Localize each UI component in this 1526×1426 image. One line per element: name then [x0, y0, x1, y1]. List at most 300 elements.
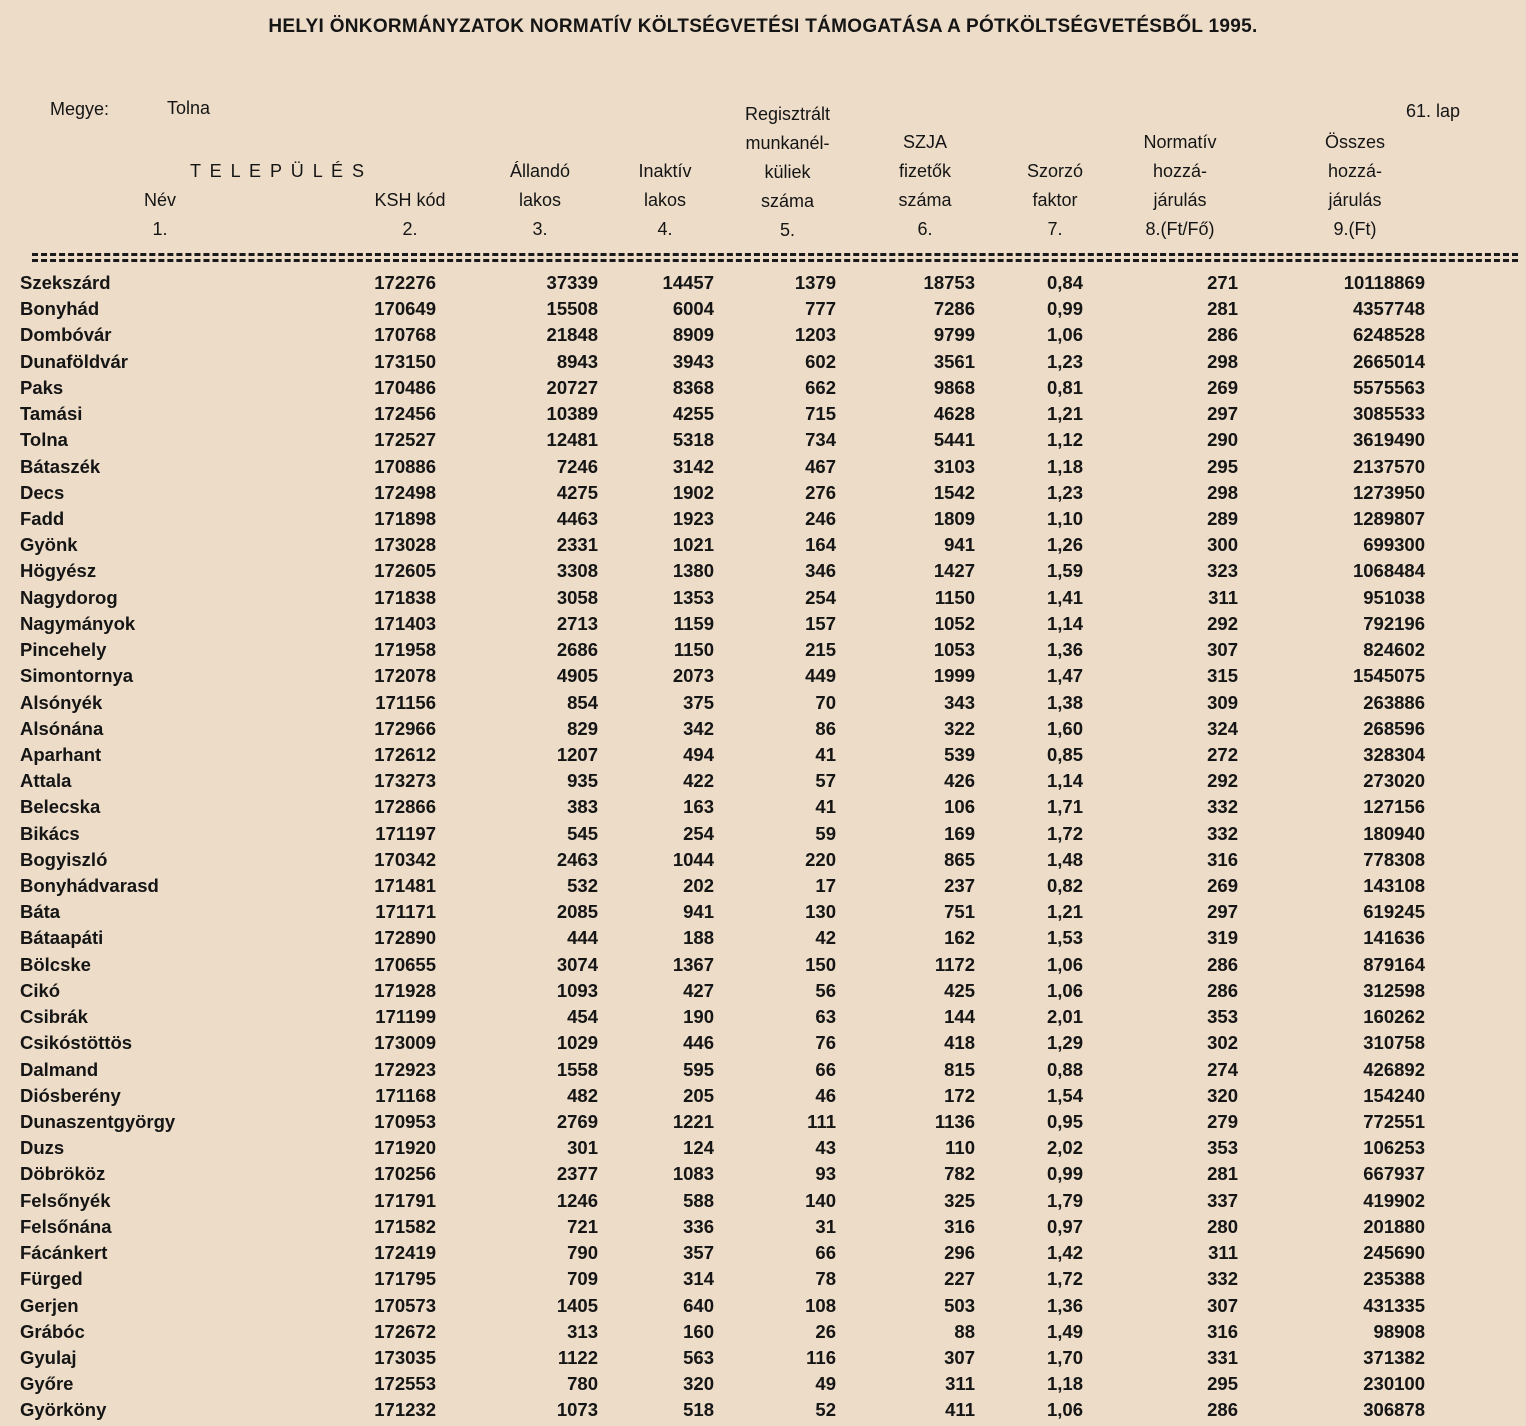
normative-contribution: 286	[1207, 979, 1238, 1001]
settlement-name: Bonyhád	[20, 298, 100, 320]
table-row	[0, 1216, 1526, 1242]
szja-payers: 425	[944, 979, 975, 1001]
table-row	[0, 508, 1526, 534]
multiplier-factor: 1,70	[1046, 1346, 1083, 1368]
normative-contribution: 300	[1207, 534, 1238, 556]
total-contribution: 306878	[1363, 1399, 1425, 1421]
normative-contribution: 316	[1207, 848, 1238, 870]
total-contribution: 235388	[1363, 1268, 1425, 1290]
multiplier-factor: 1,38	[1046, 691, 1083, 713]
unemployed-count: 662	[805, 376, 836, 398]
inactive-residents: 446	[683, 1032, 714, 1054]
inactive-residents: 1159	[673, 612, 714, 634]
ksh-code: 171958	[374, 639, 436, 661]
inactive-residents: 202	[683, 875, 714, 897]
ksh-code: 170649	[374, 298, 436, 320]
multiplier-factor: 1,06	[1046, 1399, 1083, 1421]
unemployed-count: 254	[805, 586, 836, 608]
permanent-residents: 2713	[556, 612, 598, 634]
total-contribution: 310758	[1363, 1032, 1425, 1054]
szja-payers: 418	[944, 1032, 975, 1054]
ksh-code: 171838	[374, 586, 436, 608]
settlement-name: Pincehely	[20, 639, 107, 661]
total-contribution: 3085533	[1352, 403, 1425, 425]
unemployed-count: 602	[805, 350, 836, 372]
ksh-code: 171795	[374, 1268, 436, 1290]
inactive-residents: 124	[683, 1137, 714, 1159]
ksh-code: 171156	[375, 691, 436, 713]
szja-payers: 296	[944, 1242, 975, 1264]
settlement-name: Dunaföldvár	[20, 350, 128, 372]
normative-contribution: 280	[1207, 1215, 1238, 1237]
total-contribution: 4357748	[1352, 298, 1425, 320]
ksh-code: 173035	[374, 1346, 436, 1368]
settlement-name: Fürged	[20, 1268, 83, 1290]
szja-payers: 9868	[933, 376, 975, 398]
multiplier-factor: 1,41	[1046, 586, 1083, 608]
total-contribution: 1273950	[1352, 481, 1425, 503]
total-contribution: 201880	[1363, 1215, 1425, 1237]
normative-contribution: 315	[1207, 665, 1238, 687]
total-contribution: 154240	[1363, 1084, 1425, 1106]
multiplier-factor: 1,71	[1046, 796, 1083, 818]
settlement-name: Bölcske	[20, 953, 91, 975]
total-contribution: 426892	[1363, 1058, 1425, 1080]
settlement-name: Felsőnyék	[20, 1189, 111, 1211]
szja-payers: 325	[944, 1189, 975, 1211]
permanent-residents: 1558	[556, 1058, 598, 1080]
inactive-residents: 588	[683, 1189, 714, 1211]
szja-payers: 1053	[933, 639, 975, 661]
settlement-name: Fadd	[20, 507, 65, 529]
normative-contribution: 279	[1207, 1111, 1238, 1132]
settlement-name: Csikóstöttös	[20, 1032, 133, 1054]
inactive-residents: 595	[683, 1058, 714, 1080]
settlement-name: Bikács	[20, 822, 80, 844]
settlement-name: Bátaszék	[20, 455, 101, 477]
table-row	[0, 1295, 1526, 1321]
unemployed-count: 1379	[794, 272, 836, 293]
unemployed-count: 157	[805, 612, 836, 634]
inactive-residents: 1044	[672, 848, 714, 870]
normative-contribution: 319	[1207, 927, 1238, 949]
normative-contribution: 298	[1207, 481, 1238, 503]
permanent-residents: 532	[567, 875, 598, 897]
unemployed-count: 734	[805, 429, 836, 451]
permanent-residents: 2686	[556, 639, 598, 661]
total-contribution: 5575563	[1352, 376, 1425, 398]
ksh-code: 171582	[374, 1215, 436, 1237]
unemployed-count: 111	[807, 1111, 836, 1132]
settlement-name: Györköny	[20, 1399, 107, 1421]
inactive-residents: 188	[683, 927, 714, 949]
total-contribution: 1068484	[1352, 560, 1425, 582]
inactive-residents: 1353	[672, 586, 714, 608]
settlement-name: Högyész	[20, 560, 97, 582]
settlement-name: Döbrököz	[20, 1163, 106, 1185]
normative-contribution: 286	[1207, 324, 1238, 346]
normative-contribution: 337	[1207, 1189, 1238, 1211]
szja-payers: 169	[944, 822, 975, 844]
ksh-code: 171898	[374, 507, 436, 529]
normative-contribution: 295	[1207, 455, 1238, 477]
multiplier-factor: 0,97	[1046, 1215, 1083, 1237]
inactive-residents: 320	[683, 1373, 714, 1395]
county-label: Megye:	[50, 99, 110, 119]
permanent-residents: 2463	[556, 848, 598, 870]
inactive-residents: 518	[683, 1399, 714, 1421]
table-row	[0, 1347, 1526, 1373]
ksh-code: 173009	[374, 1032, 436, 1054]
inactive-residents: 2073	[672, 665, 714, 687]
permanent-residents: 482	[567, 1084, 598, 1106]
ksh-code: 172276	[374, 272, 436, 293]
total-contribution: 127156	[1363, 796, 1425, 818]
table-row	[0, 482, 1526, 508]
table-row	[0, 823, 1526, 849]
ksh-code: 170256	[374, 1163, 436, 1185]
table-row	[0, 534, 1526, 560]
multiplier-factor: 1,49	[1046, 1320, 1083, 1342]
ksh-code: 172890	[374, 927, 436, 949]
table-row	[0, 587, 1526, 613]
ksh-code: 172419	[374, 1242, 436, 1264]
normative-contribution: 324	[1207, 717, 1238, 739]
total-contribution: 778308	[1363, 848, 1425, 870]
szja-payers: 162	[944, 927, 975, 949]
table-row	[0, 901, 1526, 927]
multiplier-factor: 1,42	[1046, 1242, 1083, 1264]
multiplier-factor: 0,82	[1046, 875, 1083, 897]
unemployed-count: 130	[805, 901, 836, 923]
unemployed-count: 66	[815, 1242, 836, 1264]
inactive-residents: 8368	[672, 376, 714, 398]
inactive-residents: 563	[683, 1346, 714, 1368]
inactive-residents: 1923	[672, 507, 714, 529]
normative-contribution: 298	[1207, 350, 1238, 372]
ksh-code: 172866	[374, 796, 436, 818]
table-row	[0, 718, 1526, 744]
table-row	[0, 1032, 1526, 1058]
permanent-residents: 313	[567, 1320, 598, 1342]
normative-contribution: 309	[1207, 691, 1238, 713]
normative-contribution: 269	[1207, 376, 1238, 398]
multiplier-factor: 0,95	[1046, 1111, 1083, 1132]
szja-payers: 110	[945, 1137, 975, 1159]
inactive-residents: 494	[683, 743, 714, 765]
permanent-residents: 4463	[556, 507, 598, 529]
permanent-residents: 854	[567, 691, 598, 713]
szja-payers: 411	[945, 1399, 975, 1421]
table-row	[0, 429, 1526, 455]
permanent-residents: 3308	[556, 560, 598, 582]
total-contribution: 699300	[1363, 534, 1425, 556]
multiplier-factor: 1,10	[1046, 507, 1083, 529]
settlement-name: Cikó	[20, 979, 61, 1001]
total-contribution: 2137570	[1352, 455, 1425, 477]
unemployed-count: 220	[805, 848, 836, 870]
normative-contribution: 290	[1207, 429, 1238, 451]
table-row	[0, 1163, 1526, 1189]
total-contribution: 619245	[1363, 901, 1425, 923]
multiplier-factor: 1,54	[1046, 1084, 1083, 1106]
unemployed-count: 86	[815, 717, 836, 739]
ksh-code: 173273	[374, 770, 436, 792]
total-contribution: 371382	[1363, 1346, 1425, 1368]
total-contribution: 230100	[1363, 1373, 1425, 1395]
szja-payers: 307	[944, 1346, 975, 1368]
normative-contribution: 295	[1207, 1373, 1238, 1395]
settlement-header: T E L E P Ü L É S	[190, 161, 367, 181]
unemployed-count: 59	[815, 822, 836, 844]
unemployed-count: 777	[805, 298, 836, 320]
multiplier-factor: 0,99	[1046, 298, 1083, 320]
table-row	[0, 1321, 1526, 1347]
multiplier-factor: 2,01	[1046, 1006, 1083, 1028]
inactive-residents: 1150	[673, 639, 714, 661]
total-contribution: 667937	[1363, 1163, 1425, 1185]
szja-payers: 1999	[933, 665, 975, 687]
settlement-name: Grábóc	[20, 1320, 85, 1342]
inactive-residents: 3142	[672, 455, 714, 477]
ksh-code: 170953	[374, 1111, 436, 1132]
settlement-name: Felsőnána	[20, 1215, 112, 1237]
ksh-code: 171791	[374, 1189, 436, 1211]
settlement-name: Alsónyék	[20, 691, 103, 713]
settlement-name: Dalmand	[20, 1058, 99, 1080]
normative-contribution: 316	[1207, 1320, 1238, 1342]
szja-payers: 18753	[923, 272, 975, 293]
settlement-name: Belecska	[20, 796, 101, 818]
inactive-residents: 163	[683, 796, 714, 818]
table-row	[0, 692, 1526, 718]
inactive-residents: 3943	[672, 350, 714, 372]
total-contribution: 273020	[1363, 770, 1425, 792]
inactive-residents: 314	[683, 1268, 714, 1290]
normative-contribution: 353	[1207, 1137, 1238, 1159]
settlement-name: Alsónána	[20, 717, 104, 739]
multiplier-factor: 1,12	[1046, 429, 1083, 451]
szja-payers: 1172	[934, 953, 975, 975]
table-row	[0, 1006, 1526, 1032]
unemployed-count: 116	[806, 1346, 836, 1368]
table-row	[0, 954, 1526, 980]
inactive-residents: 14457	[662, 272, 714, 293]
normative-contribution: 332	[1207, 822, 1238, 844]
szja-payers: 865	[944, 848, 975, 870]
multiplier-factor: 1,29	[1046, 1032, 1083, 1054]
table-row	[0, 744, 1526, 770]
county-value: Tolna	[167, 98, 211, 118]
multiplier-factor: 1,59	[1046, 560, 1083, 582]
table-row	[0, 1085, 1526, 1111]
normative-contribution: 272	[1207, 743, 1238, 765]
normative-contribution: 332	[1207, 1268, 1238, 1290]
ksh-code: 172527	[374, 429, 436, 451]
ksh-code: 172078	[374, 665, 436, 687]
settlement-name: Decs	[20, 481, 65, 503]
normative-contribution: 332	[1207, 796, 1238, 818]
ksh-code: 171403	[374, 612, 436, 634]
permanent-residents: 383	[567, 796, 598, 818]
szja-payers: 322	[944, 717, 975, 739]
table-row	[0, 272, 1526, 298]
multiplier-factor: 1,53	[1046, 927, 1083, 949]
unemployed-count: 215	[805, 639, 836, 661]
permanent-residents: 1246	[556, 1189, 598, 1211]
total-contribution: 98908	[1373, 1320, 1425, 1342]
total-contribution: 143108	[1363, 875, 1425, 897]
permanent-residents: 2769	[556, 1111, 598, 1132]
table-row	[0, 796, 1526, 822]
total-contribution: 1289807	[1352, 507, 1425, 529]
multiplier-factor: 1,48	[1046, 848, 1083, 870]
normative-contribution: 274	[1207, 1058, 1238, 1080]
inactive-residents: 254	[683, 822, 714, 844]
normative-contribution: 281	[1207, 1163, 1238, 1185]
ksh-code: 170655	[374, 953, 436, 975]
unemployed-count: 467	[805, 455, 836, 477]
unemployed-count: 17	[815, 875, 836, 897]
header-szja: SZJA fizetők száma 6.	[898, 132, 952, 239]
inactive-residents: 357	[683, 1242, 714, 1264]
permanent-residents: 8943	[556, 350, 598, 372]
permanent-residents: 20727	[546, 376, 598, 398]
multiplier-factor: 1,06	[1046, 979, 1083, 1001]
normative-contribution: 289	[1207, 507, 1238, 529]
normative-contribution: 269	[1207, 875, 1238, 897]
szja-payers: 1809	[933, 507, 975, 529]
unemployed-count: 46	[815, 1084, 836, 1106]
settlement-name: Szekszárd	[20, 272, 111, 293]
multiplier-factor: 1,21	[1046, 901, 1083, 923]
table-row	[0, 1111, 1526, 1137]
table-row	[0, 1190, 1526, 1216]
unemployed-count: 93	[815, 1163, 836, 1185]
settlement-name: Nagydorog	[20, 586, 118, 608]
header-inactive: Inaktív lakos 4.	[638, 161, 692, 239]
permanent-residents: 1405	[556, 1294, 598, 1316]
multiplier-factor: 0,84	[1046, 272, 1083, 293]
multiplier-factor: 2,02	[1046, 1137, 1083, 1159]
inactive-residents: 4255	[672, 403, 714, 425]
table-row	[0, 980, 1526, 1006]
total-contribution: 792196	[1363, 612, 1425, 634]
permanent-residents: 2331	[556, 534, 598, 556]
permanent-residents: 1073	[556, 1399, 598, 1421]
settlement-name: Bonyhádvarasd	[20, 875, 159, 897]
settlement-name: Paks	[20, 376, 64, 398]
normative-contribution: 307	[1207, 1294, 1238, 1316]
szja-payers: 941	[944, 534, 975, 556]
table-row	[0, 849, 1526, 875]
unemployed-count: 108	[805, 1294, 836, 1316]
unemployed-count: 1203	[794, 324, 836, 346]
szja-payers: 3103	[933, 455, 975, 477]
szja-payers: 1136	[934, 1111, 975, 1132]
total-contribution: 6248528	[1352, 324, 1425, 346]
inactive-residents: 8909	[672, 324, 714, 346]
permanent-residents: 1122	[557, 1346, 598, 1368]
settlement-name: Báta	[20, 901, 61, 923]
ksh-code: 170342	[374, 848, 436, 870]
unemployed-count: 56	[815, 979, 836, 1001]
szja-payers: 5441	[933, 429, 975, 451]
inactive-residents: 342	[683, 717, 714, 739]
unemployed-count: 26	[815, 1320, 836, 1342]
settlement-name: Fácánkert	[20, 1242, 108, 1264]
total-contribution: 431335	[1363, 1294, 1425, 1316]
szja-payers: 3561	[933, 350, 975, 372]
normative-contribution: 311	[1208, 1242, 1238, 1264]
ksh-code: 172672	[374, 1320, 436, 1342]
normative-contribution: 297	[1207, 403, 1238, 425]
inactive-residents: 640	[683, 1294, 714, 1316]
szja-payers: 1542	[933, 481, 975, 503]
normative-contribution: 292	[1207, 612, 1238, 634]
total-contribution: 180940	[1363, 822, 1425, 844]
total-contribution: 772551	[1363, 1111, 1425, 1132]
unemployed-count: 449	[805, 665, 836, 687]
permanent-residents: 790	[567, 1242, 598, 1264]
settlement-name: Nagymányok	[20, 612, 136, 634]
ksh-code: 172923	[374, 1058, 436, 1080]
permanent-residents: 1207	[556, 743, 598, 765]
szja-payers: 106	[944, 796, 975, 818]
szja-payers: 1052	[933, 612, 975, 634]
multiplier-factor: 1,79	[1046, 1189, 1083, 1211]
inactive-residents: 422	[683, 770, 714, 792]
multiplier-factor: 1,14	[1046, 770, 1083, 792]
total-contribution: 2665014	[1352, 350, 1425, 372]
szja-payers: 144	[944, 1006, 975, 1028]
szja-payers: 227	[944, 1268, 975, 1290]
multiplier-factor: 1,06	[1046, 953, 1083, 975]
table-row	[0, 1399, 1526, 1425]
total-contribution: 160262	[1363, 1006, 1425, 1028]
unemployed-count: 276	[805, 481, 836, 503]
total-contribution: 1545075	[1352, 665, 1425, 687]
ksh-code: 171197	[375, 822, 436, 844]
header-normative: Normatív hozzá- járulás 8.(Ft/Fő)	[1143, 132, 1217, 239]
table-row	[0, 1373, 1526, 1399]
multiplier-factor: 1,21	[1046, 403, 1083, 425]
permanent-residents: 301	[567, 1137, 598, 1159]
unemployed-count: 246	[805, 507, 836, 529]
settlement-name: Dombóvár	[20, 324, 112, 346]
normative-contribution: 286	[1207, 953, 1238, 975]
multiplier-factor: 1,60	[1046, 717, 1083, 739]
settlement-name: Tolna	[20, 429, 68, 451]
unemployed-count: 49	[815, 1373, 836, 1395]
settlement-name: Dunaszentgyörgy	[20, 1111, 176, 1132]
unemployed-count: 43	[815, 1137, 836, 1159]
ksh-code: 172498	[374, 481, 436, 503]
multiplier-factor: 1,36	[1046, 639, 1083, 661]
multiplier-factor: 1,18	[1046, 1373, 1083, 1395]
ksh-code: 172553	[374, 1373, 436, 1395]
unemployed-count: 150	[805, 953, 836, 975]
ksh-code: 171168	[375, 1084, 436, 1106]
szja-payers: 316	[944, 1215, 975, 1237]
normative-contribution: 292	[1207, 770, 1238, 792]
settlement-name: Bátaapáti	[20, 927, 104, 949]
inactive-residents: 1021	[672, 534, 714, 556]
settlement-name: Simontornya	[20, 665, 134, 687]
szja-payers: 782	[944, 1163, 975, 1185]
permanent-residents: 935	[567, 770, 598, 792]
permanent-residents: 444	[567, 927, 598, 949]
